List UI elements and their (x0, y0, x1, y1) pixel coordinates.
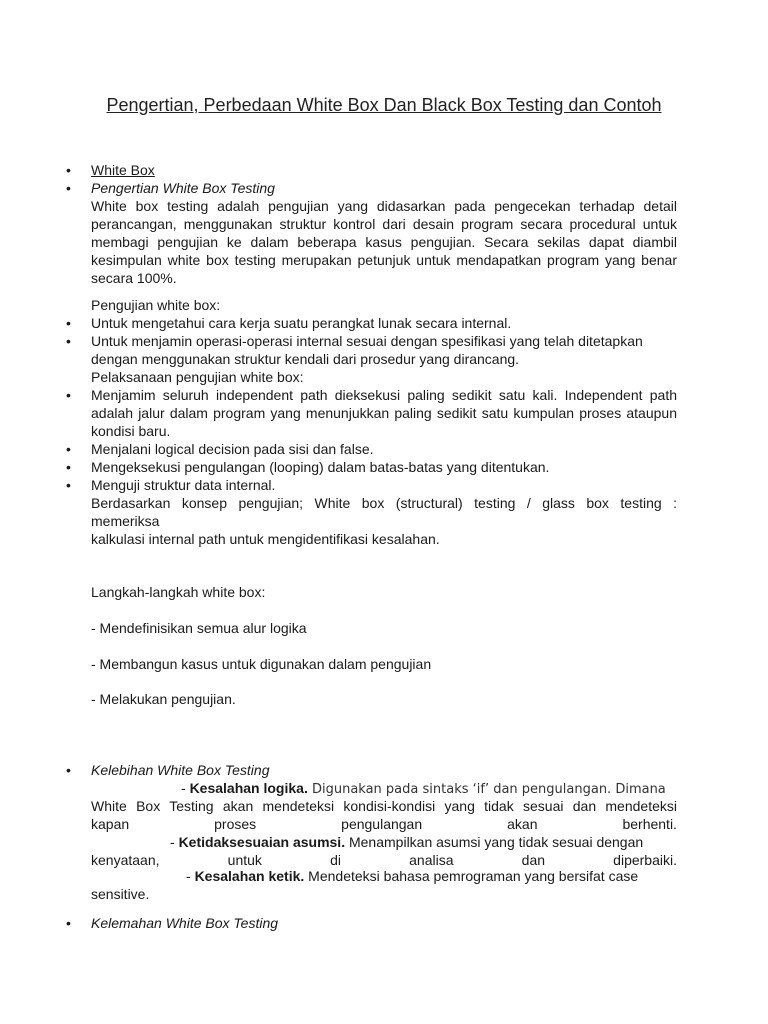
kelemahan-heading: Kelemahan White Box Testing (91, 915, 279, 931)
langkah-step: - Membangun kasus untuk digunakan dalam pengujian (91, 656, 432, 672)
list-item: Menjamim seluruh independent path dieksekusi paling sedikit satu kali. Independent path adalah jalur dalam program yang menunjukkan paling sedikit satu kumpulan proses ataupun kondisi baru. (91, 387, 677, 439)
berdasarkan-line: memeriksa (91, 513, 160, 529)
langkah-label: Langkah-langkah white box: (91, 584, 266, 600)
word: kenyataan, (91, 852, 160, 868)
word: dan (521, 852, 546, 868)
word: analisa (409, 852, 454, 868)
word: pengulangan (341, 816, 423, 832)
bullet: • (66, 180, 71, 196)
word: berhenti. (622, 816, 677, 832)
kelebihan-line (91, 815, 677, 833)
pengertian-heading: Pengertian White Box Testing (91, 180, 275, 196)
kelebihan-text: Menampilkan asumsi yang tidak sesuai dengan (345, 834, 644, 850)
word: diperbaiki. (613, 852, 677, 868)
pelaksanaan-label: Pelaksanaan pengujian white box: (91, 369, 304, 385)
bullet: • (66, 333, 71, 349)
dash: - (186, 868, 195, 884)
list-item: Untuk menjamin operasi-operasi internal sesuai dengan spesifikasi yang telah ditetapkan dengan menggunakan struktur kendali dari prosedur yang dirancang. (91, 333, 643, 367)
bullet: • (66, 315, 71, 331)
bold-term: Ketidaksesuaian asumsi. (178, 834, 346, 850)
bullet: • (66, 162, 71, 178)
word: kapan (91, 816, 130, 832)
bullet: • (66, 477, 71, 493)
list-item: Menguji struktur data internal. (91, 477, 276, 493)
bullet: • (66, 387, 71, 403)
word: akan (507, 816, 538, 832)
langkah-step: - Mendefinisikan semua alur logika (91, 620, 307, 636)
bullet: • (66, 762, 71, 778)
kelebihan-text: Digunakan pada sintaks ‘if’ dan pengulangan. Dimana (307, 782, 666, 797)
pengertian-paragraph: White box testing adalah pengujian yang didasarkan pada pengecekan terhadap detail perancangan, menggunakan struktur kontrol dari desain program secara procedural untuk membagi pengujian ke dalam beberapa kasus pengujian. Secara sekilas dapat diambil kesimpulan white box testing merupakan petunjuk untuk mendapatkan program yang benar secara 100%. (91, 198, 677, 286)
bullet: • (66, 459, 71, 475)
langkah-step: - Melakukan pengujian. (91, 691, 236, 707)
berdasarkan-line: Berdasarkan konsep pengujian; White box (structural) testing / glass box testing : (91, 495, 677, 511)
bold-term: Kesalahan ketik. (194, 868, 305, 884)
list-item: Untuk mengetahui cara kerja suatu perangkat lunak secara internal. (91, 315, 512, 331)
word: di (330, 852, 341, 868)
dash: - (170, 834, 179, 850)
dash: - (181, 780, 190, 796)
kelebihan-line (170, 833, 680, 851)
word: proses (214, 816, 257, 832)
white-box-heading: White Box (91, 162, 155, 178)
page-title: Pengertian, Perbedaan White Box Dan Black Box Testing dan Contoh (106, 95, 662, 115)
kelebihan-line: sensitive. (91, 886, 150, 902)
berdasarkan-line: kalkulasi internal path untuk mengidentifikasi kesalahan. (91, 531, 440, 547)
kelebihan-line (181, 779, 681, 799)
bullet: • (66, 441, 71, 457)
word: untuk (227, 852, 262, 868)
kelebihan-line (186, 867, 681, 885)
bullet: • (66, 915, 71, 931)
list-item: Menjalani logical decision pada sisi dan false. (91, 441, 374, 457)
bold-term: Kesalahan logika. (189, 780, 308, 796)
pengujian-label: Pengujian white box: (91, 297, 221, 313)
kelebihan-line: White Box Testing akan mendeteksi kondisi-kondisi yang tidak sesuai dan mendeteksi (91, 798, 677, 814)
list-item: Mengeksekusi pengulangan (looping) dalam batas-batas yang ditentukan. (91, 459, 550, 475)
kelebihan-text: Mendeteksi bahasa pemrograman yang bersifat case (304, 868, 639, 884)
kelebihan-heading: Kelebihan White Box Testing (91, 762, 270, 778)
